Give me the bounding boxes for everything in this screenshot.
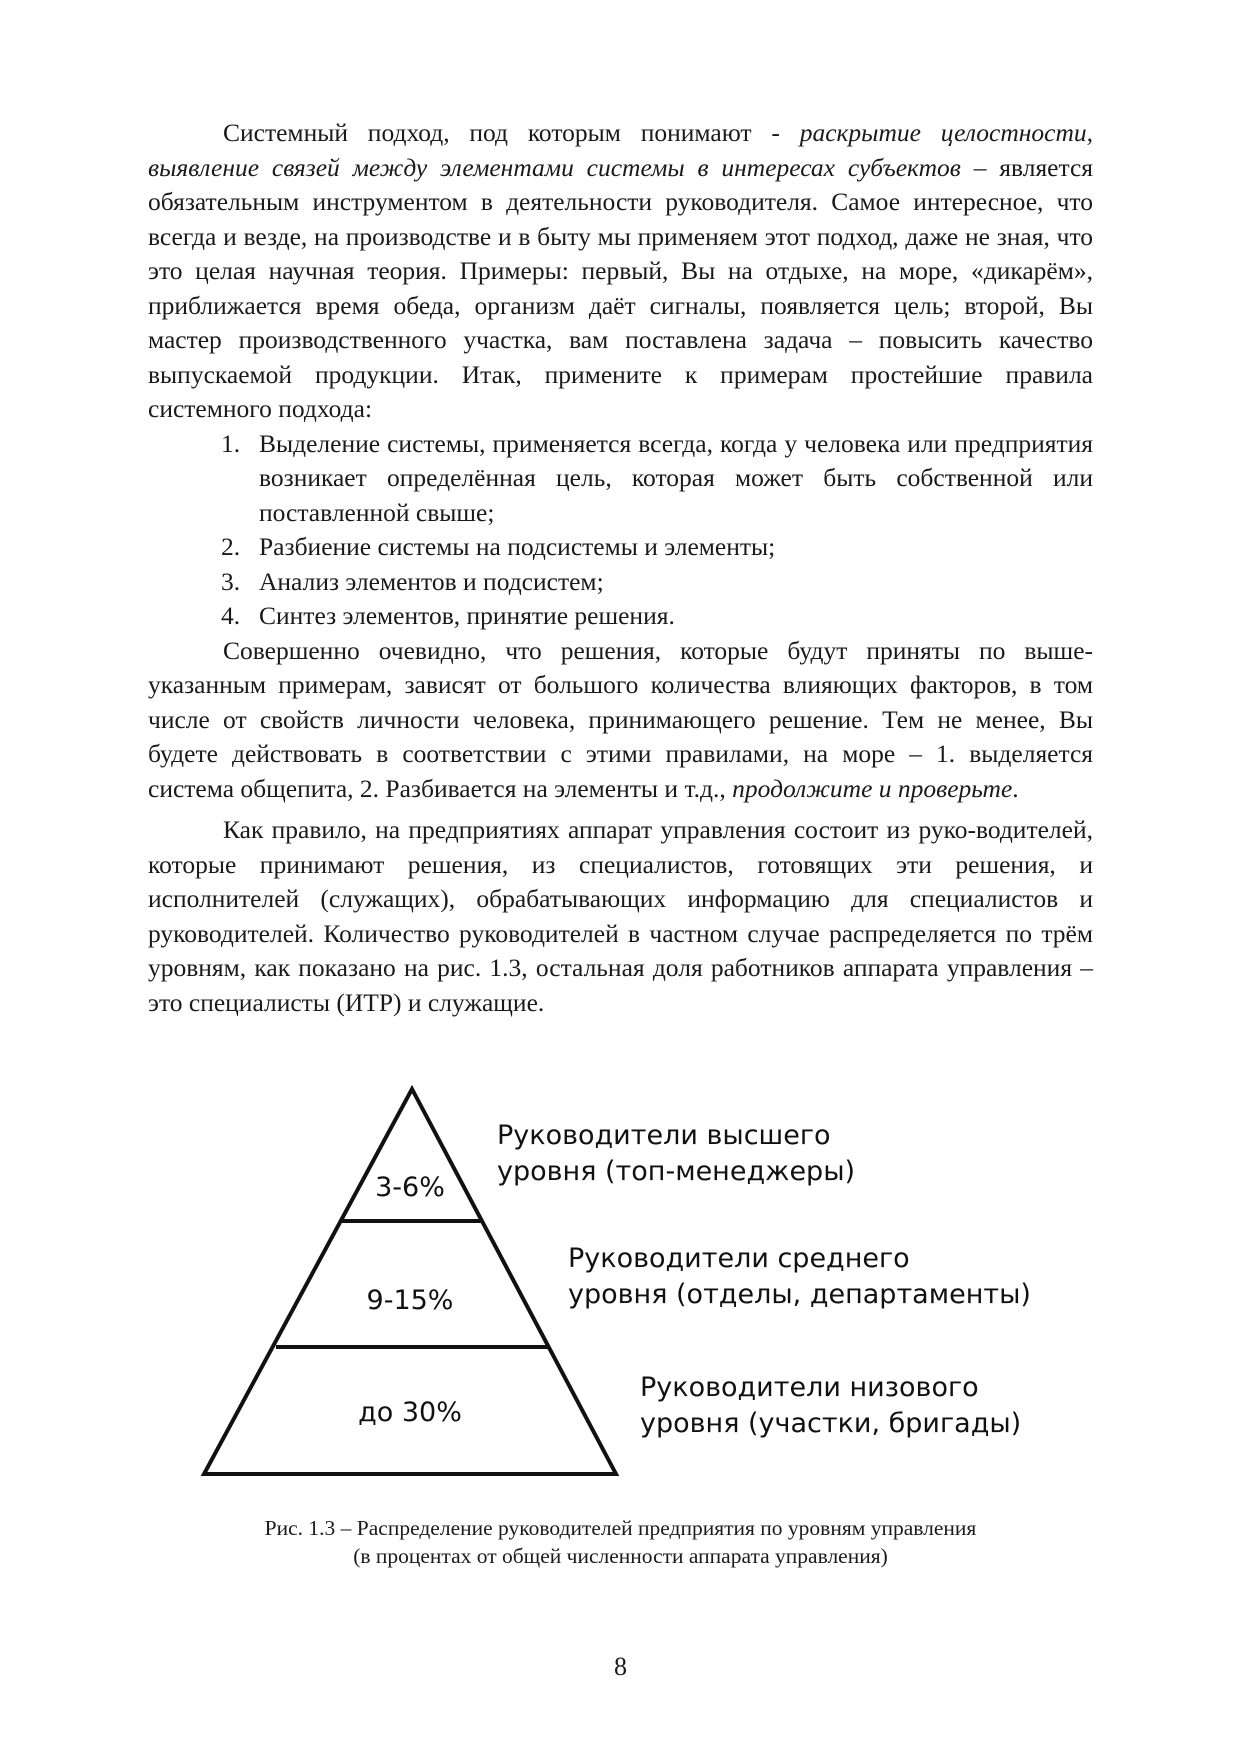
definition-italic: раскрытие целостности, выявление связей между элементами системы в интересах субъектов [148,118,1093,182]
label-line: Руководители среднего [568,1243,910,1274]
caption-line: Рис. 1.3 – Распределение руководителей предприятия по уровням управления [264,1516,977,1540]
paragraph-text: Совершенно очевидно, что решения, которые будут приняты по выше-указанным примерам, зависят от большого количества влияющих факторов, в том числе от свойств личности человека, принимающего решение. Тем не менее, Вы будете действовать в соответствии с этими правилами, на море – 1. выделяется система общепита, 2. Разбивается на элементы и т.д., [148,635,1093,803]
list-number: 1. [221,428,241,458]
paragraph-text: . [1012,773,1019,803]
label-top-managers [497,1118,855,1190]
page-number: 8 [614,1652,627,1681]
list-item [221,530,1093,565]
pyramid-figure [0,1085,1241,1505]
list-item-text: Выделение системы, применяется всегда, когда у человека или предприятия возникает определённая цель, которая может быть собственной или поставленной свыше; [259,428,1093,527]
label-middle-managers [568,1241,1031,1313]
list-item [221,427,1093,531]
paragraph-decisions [148,634,1093,807]
paragraph-text: – является обязательным инструментом в деятельности руководителя. Самое интересное, что всегда и везде, на производстве и в быту мы применяем этот подход, даже не зная, что это целая научная теория. Примеры: первый, Вы на отдыхе, на море, «дикарём», приближается время обеда, организм даёт сигналы, появляется цель; второй, Вы мастер производственного участка, вам поставлена задача – повысить качество выпускаемой продукции. Итак, примените к примерам простейшие правила системного подхода: [148,152,1093,423]
list-number: 2. [221,532,241,561]
label-line: Руководители низового [640,1372,979,1403]
percent-top-level: 3-6% [375,1172,445,1203]
paragraph-text: Как правило, на предприятиях аппарат управления состоит из руко-водителей, которые принимают решения, из специалистов, готовящих эти решения, и исполнителей (служащих), обрабатывающих информацию для специалистов и руководителей. Количество руководителей в частном случае распределяется по трём уровням, как показано на рис. 1.3, остальная доля работников аппарата управления – это специалисты (ИТР) и служащие. [148,815,1093,1017]
caption-line: (в процентах от общей численности аппарата управления) [353,1544,888,1568]
label-lower-managers [640,1370,1021,1442]
paragraph-system-approach [148,116,1093,427]
label-line: уровня (отделы, департаменты) [568,1279,1031,1310]
body-text [148,116,1093,1020]
percent-lower-level: до 30% [358,1397,462,1428]
list-number: 3. [221,566,241,596]
list-number: 4. [221,601,241,630]
percent-middle-level: 9-15% [366,1285,454,1316]
label-line: уровня (участки, бригады) [640,1408,1022,1439]
list-item-text: Разбиение системы на подсистемы и элементы; [259,532,776,561]
paragraph-text: Системный подход, под которым понимают - [223,118,800,147]
list-item-text: Синтез элементов, принятие решения. [259,601,675,630]
list-item [221,565,1093,600]
rules-list [148,427,1093,634]
label-line: Руководители высшего [497,1120,831,1151]
paragraph-management-apparatus [148,813,1093,1020]
list-item-text: Анализ элементов и подсистем; [259,566,604,596]
instruction-italic: продолжите и проверьте [732,773,1013,803]
figure-caption [0,1514,1241,1570]
list-item [221,599,1093,634]
label-line: уровня (топ-менеджеры) [497,1156,856,1187]
